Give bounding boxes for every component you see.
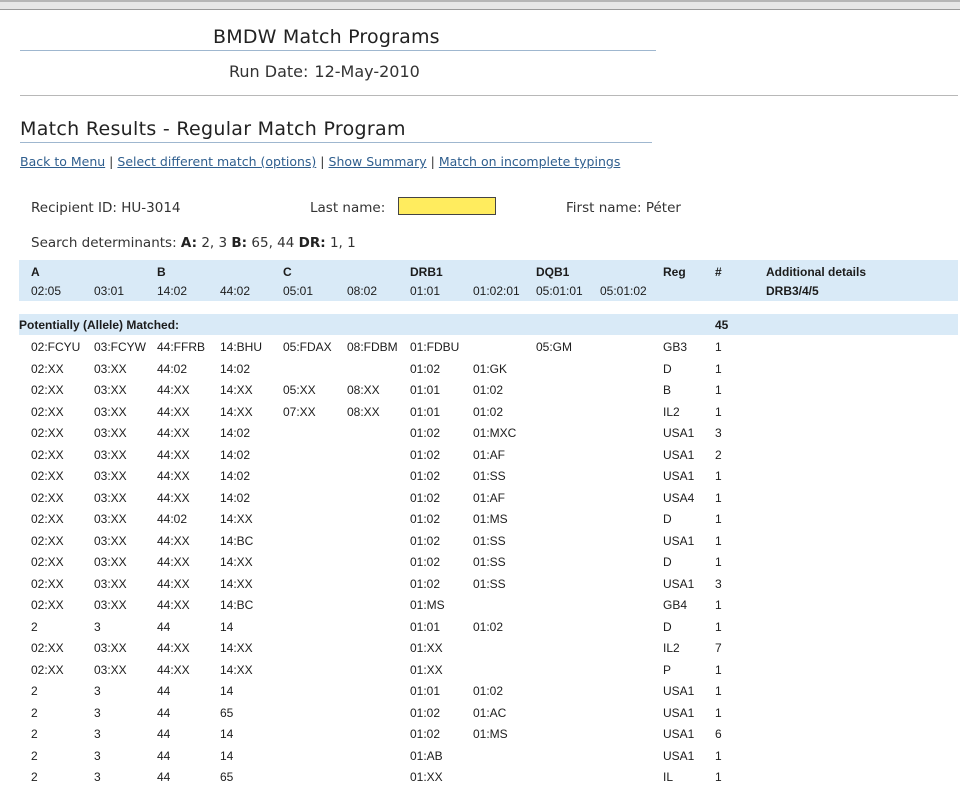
table-cell-drb2: 01:02 bbox=[473, 619, 504, 634]
table-cell-n: 1 bbox=[715, 340, 722, 354]
table-cell-n: 7 bbox=[715, 641, 722, 655]
table-cell-b2: 14:BC bbox=[220, 598, 254, 612]
table-cell-n: 2 bbox=[715, 447, 722, 462]
table-cell-b2: 14:02 bbox=[220, 447, 251, 462]
table-cell-b1: 44:XX bbox=[157, 469, 190, 483]
page-title-divider bbox=[20, 142, 652, 143]
recipient-typing-b2: 44:02 bbox=[220, 284, 251, 298]
recipient-typing-c2: 08:02 bbox=[347, 284, 378, 298]
table-cell-n: 1 bbox=[715, 705, 722, 720]
table-cell-b2: 14:XX bbox=[220, 576, 253, 591]
table-cell-a2: 3 bbox=[94, 727, 101, 741]
table-cell-a2: 03:XX bbox=[94, 533, 127, 548]
table-cell-a2: 03:XX bbox=[94, 383, 127, 397]
run-date-label: Run Date: bbox=[229, 62, 309, 81]
table-cell-drb2: 01:02 bbox=[473, 383, 504, 397]
table-cell-a1: 02:XX bbox=[31, 662, 64, 677]
table-cell-reg: USA1 bbox=[663, 748, 695, 763]
table-cell-reg: B bbox=[663, 383, 672, 397]
table-cell-a2: 03:XX bbox=[94, 555, 127, 569]
table-cell-reg: USA1 bbox=[663, 576, 695, 591]
table-cell-n: 3 bbox=[715, 426, 722, 440]
table-cell-a1: 2 bbox=[31, 770, 38, 784]
back-to-menu-link[interactable]: Back to Menu bbox=[20, 154, 106, 169]
table-cell-b1: 44:XX bbox=[157, 555, 190, 569]
table-cell-a1: 02:XX bbox=[31, 404, 64, 419]
table-cell-a2: 3 bbox=[94, 684, 101, 698]
table-cell-c2: 08:XX bbox=[347, 383, 380, 397]
table-cell-reg: USA1 bbox=[663, 727, 695, 741]
recipient-typing-a2: 03:01 bbox=[94, 284, 125, 298]
table-cell-reg: USA1 bbox=[663, 533, 695, 548]
section-count: 45 bbox=[715, 318, 729, 332]
browser-frame-line bbox=[0, 0, 960, 2]
table-cell-b1: 44:XX bbox=[157, 662, 190, 677]
table-cell-reg: IL bbox=[663, 770, 674, 784]
table-cell-reg: P bbox=[663, 662, 672, 677]
table-cell-a2: 03:XX bbox=[94, 469, 127, 483]
table-cell-drb1: 01:01 bbox=[410, 383, 441, 397]
recipient-typing-dqb1-2: 05:01:02 bbox=[600, 284, 647, 298]
table-cell-a2: 03:XX bbox=[94, 426, 127, 440]
table-cell-a2: 3 bbox=[94, 619, 101, 634]
table-cell-b2: 14 bbox=[220, 619, 234, 634]
recipient-typing-drb1-2: 01:02:01 bbox=[473, 284, 520, 298]
table-cell-drb2: 01:SS bbox=[473, 533, 506, 548]
nav-separator: | bbox=[320, 154, 325, 169]
column-header-details: Additional details bbox=[766, 265, 867, 279]
table-cell-b1: 44:FFRB bbox=[157, 340, 206, 354]
title-divider bbox=[20, 50, 656, 51]
table-cell-drb2: 01:AF bbox=[473, 447, 506, 462]
table-cell-drb1: 01:02 bbox=[410, 555, 441, 569]
search-label: Search determinants: bbox=[31, 235, 177, 251]
section-label: Potentially (Allele) Matched: bbox=[19, 318, 180, 332]
table-cell-a2: 03:XX bbox=[94, 404, 127, 419]
table-cell-b1: 44:02 bbox=[157, 512, 188, 526]
table-cell-b1: 44 bbox=[157, 619, 171, 634]
table-cell-b2: 14:XX bbox=[220, 641, 253, 655]
nav-separator: | bbox=[430, 154, 435, 169]
table-cell-drb1: 01:01 bbox=[410, 619, 441, 634]
table-cell-a2: 3 bbox=[94, 748, 101, 763]
table-cell-a2: 03:XX bbox=[94, 662, 127, 677]
table-cell-reg: USA1 bbox=[663, 705, 695, 720]
table-cell-drb1: 01:02 bbox=[410, 447, 441, 462]
table-cell-b2: 14:XX bbox=[220, 512, 253, 526]
table-cell-b2: 65 bbox=[220, 705, 234, 720]
table-cell-a2: 03:XX bbox=[94, 361, 127, 376]
table-cell-a1: 02:XX bbox=[31, 533, 64, 548]
table-cell-a1: 02:XX bbox=[31, 641, 64, 655]
search-a-value: 2, 3 bbox=[201, 235, 228, 251]
table-cell-reg: IL2 bbox=[663, 641, 680, 655]
table-cell-c1: 07:XX bbox=[283, 404, 316, 419]
recipient-typing-a1: 02:05 bbox=[31, 284, 62, 298]
table-cell-b1: 44:XX bbox=[157, 426, 190, 440]
table-cell-drb2: 01:AC bbox=[473, 705, 507, 720]
table-cell-a1: 02:FCYU bbox=[31, 340, 81, 354]
table-cell-n: 1 bbox=[715, 619, 722, 634]
table-cell-n: 1 bbox=[715, 512, 722, 526]
table-cell-drb1: 01:02 bbox=[410, 469, 441, 483]
first-name-label: First name: bbox=[566, 200, 642, 216]
table-cell-b2: 14:02 bbox=[220, 490, 251, 505]
table-cell-drb2: 01:AF bbox=[473, 490, 506, 505]
show-summary-link[interactable]: Show Summary bbox=[328, 154, 427, 169]
recipient-typing-c1: 05:01 bbox=[283, 284, 314, 298]
table-cell-b2: 14:XX bbox=[220, 404, 253, 419]
table-cell-b1: 44:XX bbox=[157, 404, 190, 419]
table-cell-n: 1 bbox=[715, 555, 722, 569]
search-dr-value: 1, 1 bbox=[329, 235, 356, 251]
table-cell-b1: 44 bbox=[157, 727, 171, 741]
table-cell-n: 3 bbox=[715, 576, 722, 591]
table-cell-a1: 02:XX bbox=[31, 383, 64, 397]
app-title: BMDW Match Programs bbox=[213, 26, 440, 48]
recipient-typing-dqb1-1: 05:01:01 bbox=[536, 284, 583, 298]
table-cell-drb2: 01:GK bbox=[473, 361, 508, 376]
table-cell-reg: GB3 bbox=[663, 340, 688, 354]
table-cell-drb1: 01:02 bbox=[410, 705, 441, 720]
recipient-typing-b1: 14:02 bbox=[157, 284, 188, 298]
match-incomplete-typings-link[interactable]: Match on incomplete typings bbox=[438, 154, 621, 169]
table-cell-n: 1 bbox=[715, 404, 722, 419]
table-cell-b1: 44 bbox=[157, 684, 171, 698]
table-cell-a1: 2 bbox=[31, 684, 38, 698]
table-cell-drb1: 01:FDBU bbox=[410, 340, 460, 354]
recipient-id bbox=[31, 200, 181, 216]
table-cell-b2: 14 bbox=[220, 684, 234, 698]
table-cell-b1: 44:XX bbox=[157, 641, 190, 655]
recipient-typing-drb1-1: 01:01 bbox=[410, 284, 441, 298]
table-cell-n: 1 bbox=[715, 748, 722, 763]
table-cell-b1: 44:XX bbox=[157, 490, 190, 505]
table-cell-b1: 44:02 bbox=[157, 361, 188, 376]
column-header-dqb1: DQB1 bbox=[536, 265, 570, 279]
table-cell-n: 1 bbox=[715, 684, 722, 698]
table-cell-drb2: 01:SS bbox=[473, 469, 506, 483]
table-cell-drb1: 01:02 bbox=[410, 512, 441, 526]
table-cell-a1: 02:XX bbox=[31, 361, 64, 376]
table-cell-a1: 02:XX bbox=[31, 490, 64, 505]
table-cell-drb2: 01:MS bbox=[473, 512, 508, 526]
table-cell-n: 1 bbox=[715, 490, 722, 505]
table-cell-n: 1 bbox=[715, 662, 722, 677]
table-cell-n: 1 bbox=[715, 361, 722, 376]
search-determinants bbox=[31, 235, 356, 251]
table-cell-a1: 2 bbox=[31, 748, 38, 763]
table-cell-a1: 02:XX bbox=[31, 447, 64, 462]
table-cell-drb2: 01:02 bbox=[473, 684, 504, 698]
table-cell-b2: 14:XX bbox=[220, 662, 253, 677]
table-cell-b1: 44:XX bbox=[157, 598, 190, 612]
table-cell-reg: IL2 bbox=[663, 404, 680, 419]
table-cell-drb1: 01:01 bbox=[410, 404, 441, 419]
table-cell-reg: D bbox=[663, 512, 672, 526]
table-cell-a1: 02:XX bbox=[31, 576, 64, 591]
table-cell-c2: 08:FDBM bbox=[347, 340, 398, 354]
table-cell-drb2: 01:02 bbox=[473, 404, 504, 419]
table-cell-drb1: 01:XX bbox=[410, 662, 443, 677]
nav-links bbox=[20, 154, 620, 169]
table-cell-b1: 44:XX bbox=[157, 383, 190, 397]
search-a-label: A: bbox=[180, 235, 198, 251]
table-cell-n: 1 bbox=[715, 770, 722, 784]
table-cell-a1: 02:XX bbox=[31, 512, 64, 526]
table-cell-drb1: 01:02 bbox=[410, 490, 441, 505]
table-cell-reg: USA1 bbox=[663, 426, 695, 440]
table-cell-drb2: 01:MXC bbox=[473, 426, 517, 440]
column-header-c: C bbox=[283, 265, 292, 279]
table-cell-drb1: 01:01 bbox=[410, 684, 441, 698]
table-cell-reg: D bbox=[663, 555, 672, 569]
table-cell-a1: 02:XX bbox=[31, 426, 64, 440]
table-cell-a2: 03:XX bbox=[94, 641, 127, 655]
table-cell-b1: 44 bbox=[157, 770, 171, 784]
table-cell-drb1: 01:AB bbox=[410, 748, 443, 763]
table-cell-drb1: 01:XX bbox=[410, 770, 443, 784]
table-cell-n: 6 bbox=[715, 727, 722, 741]
search-b-value: 65, 44 bbox=[251, 235, 295, 251]
header-divider bbox=[20, 95, 958, 96]
table-cell-a2: 03:XX bbox=[94, 598, 127, 612]
table-cell-dqb1: 05:GM bbox=[536, 340, 573, 354]
table-cell-b2: 14:02 bbox=[220, 426, 251, 440]
nav-separator: | bbox=[109, 154, 114, 169]
column-header-count: # bbox=[715, 265, 722, 279]
table-cell-drb1: 01:MS bbox=[410, 598, 445, 612]
column-header-drb1: DRB1 bbox=[410, 265, 443, 279]
table-cell-a2: 3 bbox=[94, 705, 101, 720]
table-cell-b1: 44:XX bbox=[157, 533, 190, 548]
table-cell-a1: 2 bbox=[31, 727, 38, 741]
table-cell-drb2: 01:SS bbox=[473, 555, 506, 569]
table-cell-drb1: 01:XX bbox=[410, 641, 443, 655]
table-cell-reg: USA1 bbox=[663, 469, 695, 483]
table-cell-c2: 08:XX bbox=[347, 404, 380, 419]
table-cell-b1: 44 bbox=[157, 705, 171, 720]
table-cell-reg: GB4 bbox=[663, 598, 688, 612]
table-cell-a2: 03:XX bbox=[94, 490, 127, 505]
table-cell-b2: 14:BC bbox=[220, 533, 254, 548]
last-name-label: Last name: bbox=[310, 200, 386, 216]
search-b-label: B: bbox=[231, 235, 248, 251]
table-cell-b1: 44:XX bbox=[157, 576, 190, 591]
table-cell-a2: 03:XX bbox=[94, 512, 127, 526]
table-cell-reg: USA1 bbox=[663, 447, 695, 462]
table-cell-a1: 02:XX bbox=[31, 555, 64, 569]
run-date-value: 12-May-2010 bbox=[314, 62, 420, 81]
table-cell-c1: 05:FDAX bbox=[283, 340, 332, 354]
table-cell-drb1: 01:02 bbox=[410, 533, 441, 548]
recipient-id-value: HU-3014 bbox=[121, 200, 181, 216]
table-cell-b2: 14 bbox=[220, 748, 234, 763]
select-different-match-link[interactable]: Select different match (options) bbox=[117, 154, 317, 169]
table-cell-b2: 14:BHU bbox=[220, 340, 263, 354]
table-cell-a1: 02:XX bbox=[31, 469, 64, 483]
column-header-reg: Reg bbox=[663, 265, 686, 279]
table-cell-b2: 65 bbox=[220, 770, 234, 784]
table-cell-b2: 14 bbox=[220, 727, 234, 741]
table-cell-b2: 14:02 bbox=[220, 361, 251, 376]
table-cell-n: 1 bbox=[715, 533, 722, 548]
page-title: Match Results - Regular Match Program bbox=[20, 118, 406, 140]
table-cell-b1: 44 bbox=[157, 748, 171, 763]
first-name bbox=[566, 200, 681, 216]
table-cell-reg: D bbox=[663, 361, 672, 376]
table-cell-b2: 14:XX bbox=[220, 555, 253, 569]
table-cell-reg: USA1 bbox=[663, 684, 695, 698]
table-cell-n: 1 bbox=[715, 598, 722, 612]
table-cell-reg: USA4 bbox=[663, 490, 695, 505]
recipient-id-label: Recipient ID: bbox=[31, 200, 117, 216]
last-name-field bbox=[398, 197, 496, 215]
table-cell-drb2: 01:SS bbox=[473, 576, 506, 591]
table-cell-drb1: 01:02 bbox=[410, 727, 441, 741]
table-cell-a2: 03:XX bbox=[94, 576, 127, 591]
table-cell-a2: 03:XX bbox=[94, 447, 127, 462]
table-cell-a2: 03:FCYW bbox=[94, 340, 147, 354]
table-cell-a2: 3 bbox=[94, 770, 101, 784]
table-cell-drb1: 01:02 bbox=[410, 426, 441, 440]
table-cell-c1: 05:XX bbox=[283, 383, 316, 397]
table-cell-a1: 02:XX bbox=[31, 598, 64, 612]
table-cell-drb1: 01:02 bbox=[410, 361, 441, 376]
table-cell-drb2: 01:MS bbox=[473, 727, 508, 741]
table-cell-a1: 2 bbox=[31, 619, 38, 634]
table-cell-reg: D bbox=[663, 619, 672, 634]
table-cell-a1: 2 bbox=[31, 705, 38, 720]
table-cell-n: 1 bbox=[715, 383, 722, 397]
table-cell-drb1: 01:02 bbox=[410, 576, 441, 591]
search-dr-label: DR: bbox=[298, 235, 326, 251]
column-header-b: B bbox=[157, 265, 166, 279]
table-cell-b1: 44:XX bbox=[157, 447, 190, 462]
table-cell-b2: 14:02 bbox=[220, 469, 251, 483]
column-header-a: A bbox=[31, 265, 40, 279]
table-cell-b2: 14:XX bbox=[220, 383, 253, 397]
first-name-value: Péter bbox=[645, 200, 681, 216]
column-subheader-drb345: DRB3/4/5 bbox=[766, 284, 819, 298]
table-cell-n: 1 bbox=[715, 469, 722, 483]
run-date bbox=[229, 62, 420, 81]
